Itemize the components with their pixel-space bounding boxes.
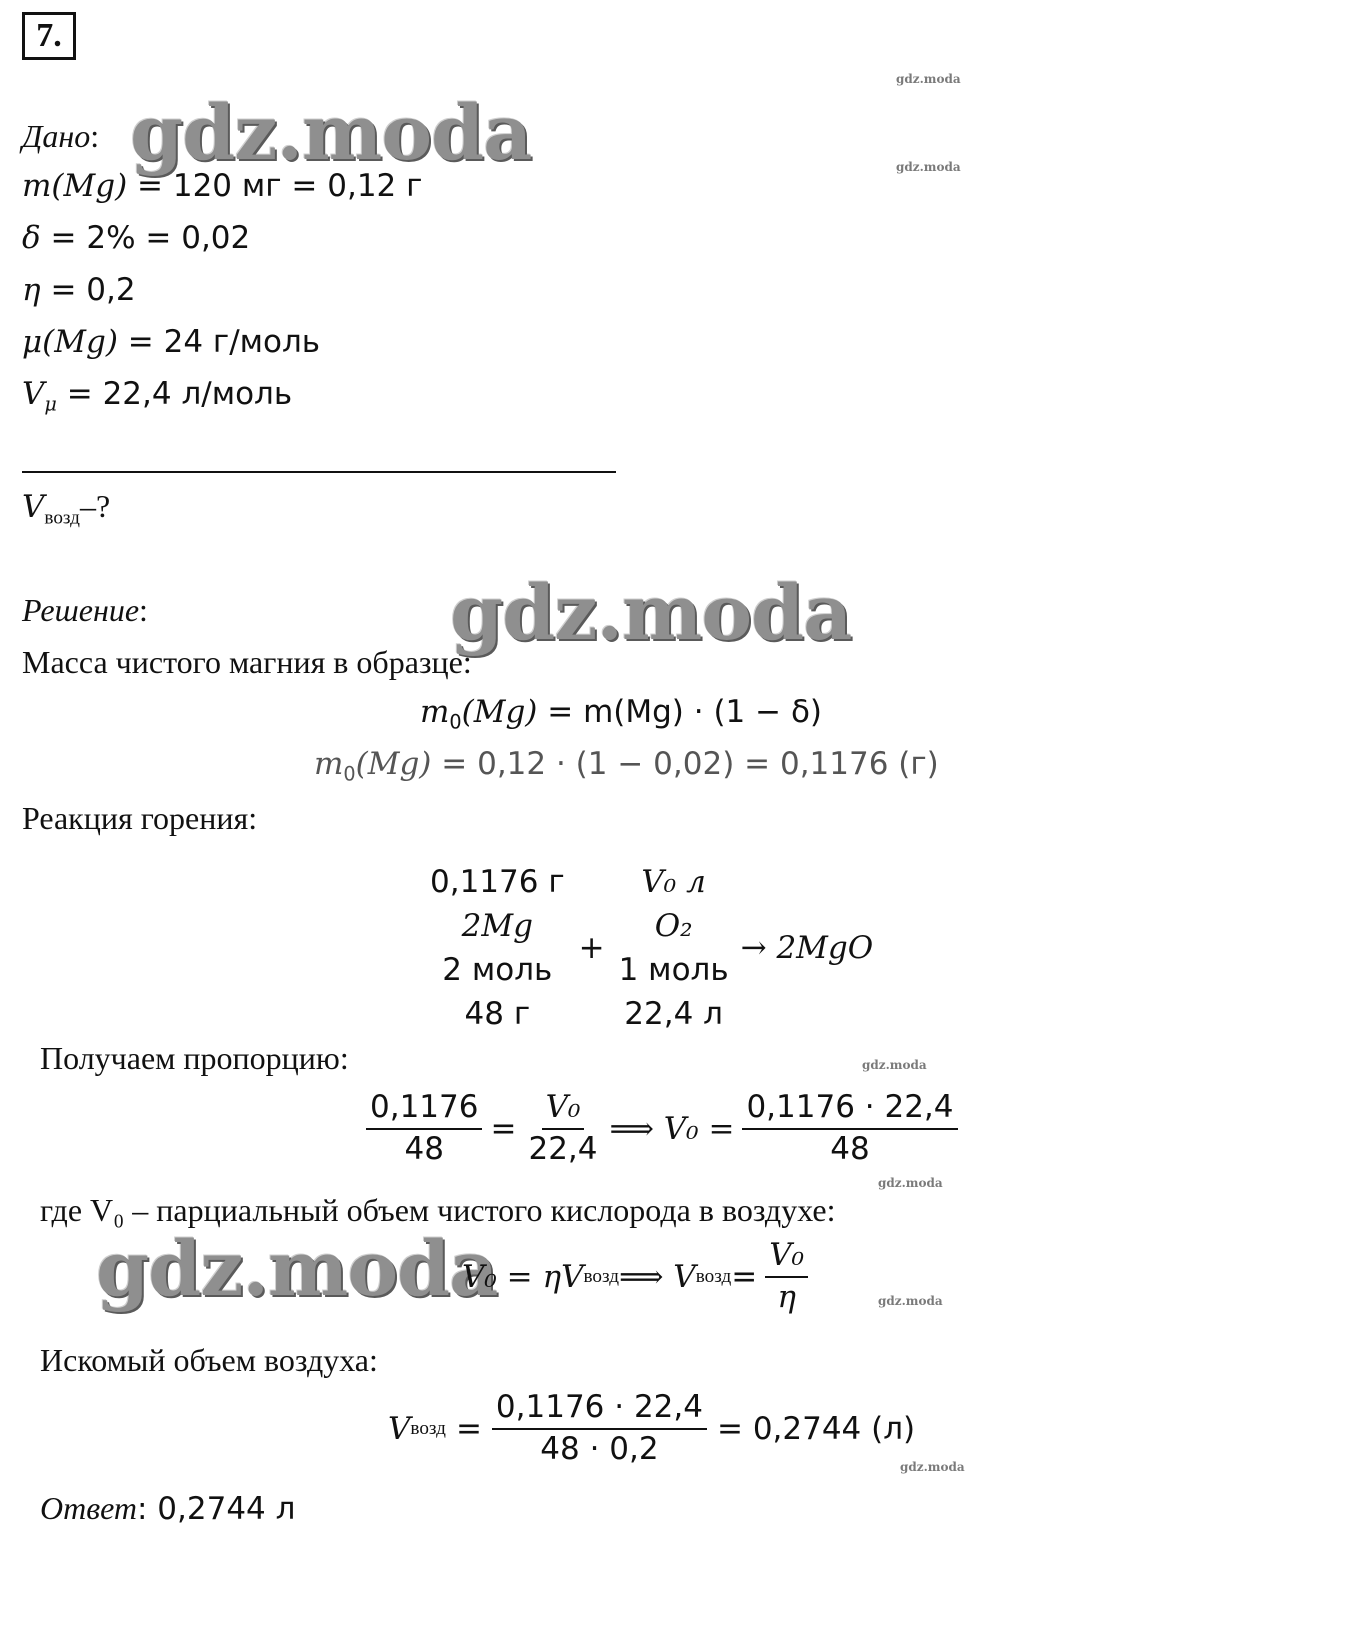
given-label: Дано:: [22, 118, 100, 154]
v0-relation: V₀ = ηV возд ⟹ V возд = $\frac{\text{V₀}}{\eta}$: [462, 1238, 808, 1315]
watermark-small: gdz.moda: [878, 1294, 943, 1308]
solution-label: Решение:: [22, 592, 148, 628]
problem-number: 7.: [22, 12, 76, 60]
reaction-scheme: [430, 860, 873, 1036]
watermark-large: gdz.moda: [96, 1224, 498, 1313]
watermark-small: gdz.moda: [896, 72, 961, 86]
fraction: $\frac{\text{V₀}}{22,4}$: [528, 1089, 598, 1167]
find-line: $V_{возд}-$?: [22, 488, 111, 529]
proportion-heading: Получаем пропорцию:: [40, 1040, 349, 1076]
final-equation: V возд = $\frac{0,1176 \cdot 22,4}{48 \cdot 0,2}$ = 0,2744 (л): [388, 1389, 916, 1467]
proportion-equation: $\frac{0,1176}{48}$ = $\frac{\text{V₀}}{22,4}$ ⟹ V₀ = $\frac{0,1176 \cdot 22,4}{48}$: [366, 1090, 958, 1167]
given-line-fraction: η = 0,2: [22, 272, 136, 308]
reaction-product: → 2MgO: [740, 930, 874, 966]
reaction-plus: +: [578, 930, 605, 966]
given-line-molar-mass: μ(Mg) = 24 г/моль: [22, 324, 321, 360]
fraction: $\frac{0,1176}{48}$: [366, 1090, 482, 1167]
reaction-heading: Реакция горения:: [22, 800, 258, 836]
mass-heading: Масса чистого магния в образце:: [22, 644, 472, 680]
given-line-molar-volume: $V_\mu = 22,4$ л/моль: [22, 376, 293, 416]
given-divider: [22, 471, 616, 473]
watermark-small: gdz.moda: [878, 1176, 943, 1190]
watermark-small: gdz.moda: [896, 160, 961, 174]
given-line-impurity: δ = 2% = 0,02: [22, 220, 251, 256]
reaction-mg-column: 0,1176 г 2Mg 2 моль 48 г: [430, 864, 565, 1032]
fraction: $\frac{0,1176 \cdot 22,4}{48}$: [742, 1090, 957, 1167]
equation-pure-mass: $m_0(Mg) = m(Mg) \cdot (1 - \delta)$: [420, 694, 823, 734]
watermark-large: gdz.moda: [130, 88, 532, 177]
fraction: $\frac{\text{V₀}}{\eta}$: [765, 1238, 808, 1315]
given-line-mass: m(Mg) = 120 мг = 0,12 г: [22, 168, 423, 204]
watermark-small: gdz.moda: [862, 1058, 927, 1072]
answer-line: Ответ: 0,2744 л: [40, 1490, 296, 1527]
reaction-o2-column: V₀ л O₂ 1 моль 22,4 л: [618, 864, 729, 1032]
equation-pure-mass-value: $m_0(Mg) = 0,12 \cdot (1 - 0,02) = 0,1176$ (г): [314, 746, 939, 786]
air-heading: Искомый объем воздуха:: [40, 1342, 378, 1378]
fraction: $\frac{0,1176 \cdot 22,4}{48 \cdot 0,2}$: [492, 1390, 707, 1467]
watermark-large: gdz.moda: [450, 568, 852, 657]
watermark-small: gdz.moda: [900, 1460, 965, 1474]
where-text: где V₀ – парциальный объем чистого кислорода в воздухе:: [40, 1192, 836, 1228]
